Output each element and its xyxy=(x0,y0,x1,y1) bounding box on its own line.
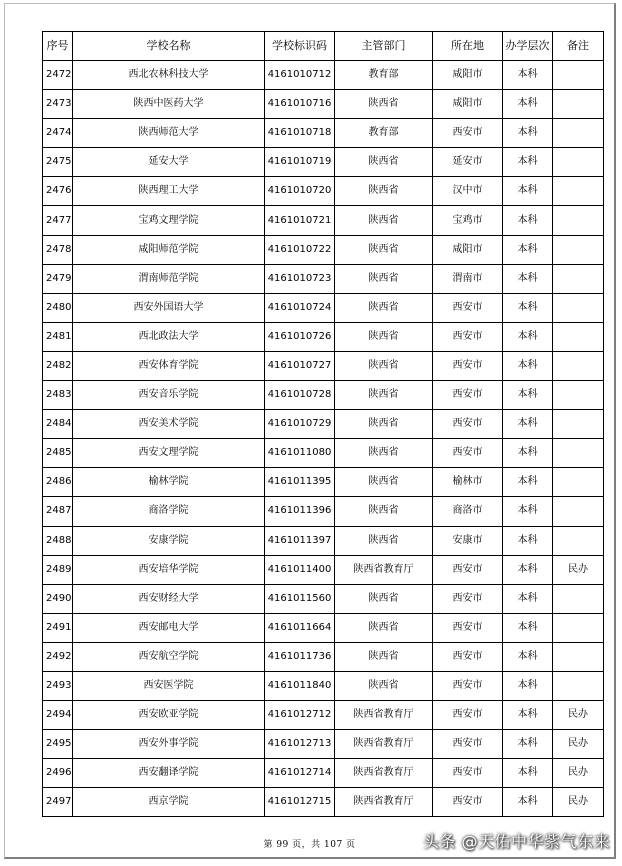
table-row xyxy=(43,584,604,613)
cell-school-code: 4161010726 xyxy=(265,322,335,351)
cell-remarks xyxy=(553,119,604,148)
cell-location: 西安市 xyxy=(433,759,503,788)
cell-location: 商洛市 xyxy=(433,497,503,526)
cell-level: 本科 xyxy=(503,381,553,410)
cell-remarks xyxy=(553,206,604,235)
cell-school-name: 西安财经大学 xyxy=(73,584,265,613)
table-row xyxy=(43,613,604,642)
cell-location: 西安市 xyxy=(433,410,503,439)
table-row xyxy=(43,468,604,497)
table-row xyxy=(43,642,604,671)
university-table xyxy=(42,31,604,817)
cell-index: 2480 xyxy=(43,293,73,322)
cell-department: 陕西省 xyxy=(335,497,433,526)
cell-location: 西安市 xyxy=(433,439,503,468)
cell-remarks xyxy=(553,264,604,293)
cell-location: 咸阳市 xyxy=(433,61,503,90)
table-row xyxy=(43,671,604,700)
table-row xyxy=(43,322,604,351)
cell-index: 2496 xyxy=(43,759,73,788)
header-school-code: 学校标识码 xyxy=(265,32,335,61)
cell-level: 本科 xyxy=(503,293,553,322)
cell-index: 2488 xyxy=(43,526,73,555)
cell-location: 汉中市 xyxy=(433,177,503,206)
cell-department: 陕西省 xyxy=(335,381,433,410)
cell-remarks xyxy=(553,584,604,613)
cell-school-code: 4161011080 xyxy=(265,439,335,468)
cell-remarks: 民办 xyxy=(553,730,604,759)
cell-department: 陕西省 xyxy=(335,671,433,700)
cell-index: 2474 xyxy=(43,119,73,148)
table-row xyxy=(43,264,604,293)
cell-school-code: 4161010728 xyxy=(265,381,335,410)
cell-remarks xyxy=(553,177,604,206)
cell-remarks xyxy=(553,410,604,439)
table-header-row xyxy=(43,32,604,61)
cell-department: 陕西省教育厅 xyxy=(335,788,433,817)
cell-school-name: 延安大学 xyxy=(73,148,265,177)
cell-school-code: 4161011736 xyxy=(265,642,335,671)
cell-level: 本科 xyxy=(503,439,553,468)
cell-remarks xyxy=(553,439,604,468)
cell-index: 2483 xyxy=(43,381,73,410)
cell-school-name: 西安音乐学院 xyxy=(73,381,265,410)
table-row xyxy=(43,439,604,468)
cell-index: 2479 xyxy=(43,264,73,293)
cell-level: 本科 xyxy=(503,613,553,642)
cell-school-code: 4161012715 xyxy=(265,788,335,817)
cell-remarks xyxy=(553,526,604,555)
cell-department: 陕西省 xyxy=(335,206,433,235)
cell-index: 2495 xyxy=(43,730,73,759)
cell-department: 陕西省 xyxy=(335,235,433,264)
cell-school-code: 4161010729 xyxy=(265,410,335,439)
cell-department: 陕西省 xyxy=(335,148,433,177)
cell-school-name: 陕西中医药大学 xyxy=(73,90,265,119)
table-row xyxy=(43,497,604,526)
cell-location: 西安市 xyxy=(433,322,503,351)
cell-level: 本科 xyxy=(503,410,553,439)
cell-school-name: 安康学院 xyxy=(73,526,265,555)
cell-school-name: 西安外国语大学 xyxy=(73,293,265,322)
cell-index: 2484 xyxy=(43,410,73,439)
cell-level: 本科 xyxy=(503,730,553,759)
cell-school-code: 4161011396 xyxy=(265,497,335,526)
cell-index: 2473 xyxy=(43,90,73,119)
cell-department: 陕西省 xyxy=(335,264,433,293)
cell-level: 本科 xyxy=(503,468,553,497)
cell-department: 陕西省 xyxy=(335,177,433,206)
cell-index: 2497 xyxy=(43,788,73,817)
cell-index: 2481 xyxy=(43,322,73,351)
table-row xyxy=(43,293,604,322)
cell-department: 陕西省教育厅 xyxy=(335,730,433,759)
cell-school-name: 西安美术学院 xyxy=(73,410,265,439)
cell-index: 2493 xyxy=(43,671,73,700)
cell-location: 安康市 xyxy=(433,526,503,555)
table-row xyxy=(43,206,604,235)
cell-school-name: 西安外事学院 xyxy=(73,730,265,759)
cell-level: 本科 xyxy=(503,264,553,293)
cell-department: 陕西省 xyxy=(335,439,433,468)
cell-remarks: 民办 xyxy=(553,555,604,584)
cell-school-code: 4161011395 xyxy=(265,468,335,497)
cell-school-code: 4161011560 xyxy=(265,584,335,613)
cell-level: 本科 xyxy=(503,788,553,817)
table-row xyxy=(43,119,604,148)
header-location: 所在地 xyxy=(433,32,503,61)
cell-school-code: 4161010720 xyxy=(265,177,335,206)
cell-school-name: 商洛学院 xyxy=(73,497,265,526)
cell-location: 西安市 xyxy=(433,119,503,148)
cell-level: 本科 xyxy=(503,555,553,584)
cell-school-name: 西安航空学院 xyxy=(73,642,265,671)
cell-level: 本科 xyxy=(503,642,553,671)
cell-school-name: 咸阳师范学院 xyxy=(73,235,265,264)
cell-department: 陕西省 xyxy=(335,322,433,351)
cell-school-name: 西北政法大学 xyxy=(73,322,265,351)
table-row xyxy=(43,148,604,177)
cell-location: 西安市 xyxy=(433,613,503,642)
cell-index: 2491 xyxy=(43,613,73,642)
cell-department: 教育部 xyxy=(335,61,433,90)
table-row xyxy=(43,701,604,730)
cell-school-name: 西安邮电大学 xyxy=(73,613,265,642)
cell-index: 2487 xyxy=(43,497,73,526)
cell-remarks: 民办 xyxy=(553,788,604,817)
cell-remarks xyxy=(553,381,604,410)
cell-school-code: 4161010724 xyxy=(265,293,335,322)
cell-index: 2492 xyxy=(43,642,73,671)
cell-remarks xyxy=(553,235,604,264)
cell-remarks: 民办 xyxy=(553,759,604,788)
cell-school-code: 4161010723 xyxy=(265,264,335,293)
header-level: 办学层次 xyxy=(503,32,553,61)
table-row xyxy=(43,177,604,206)
cell-index: 2489 xyxy=(43,555,73,584)
cell-school-name: 西安医学院 xyxy=(73,671,265,700)
page-number: 第 99 页，共 107 页 xyxy=(263,840,356,850)
cell-school-code: 4161010722 xyxy=(265,235,335,264)
table-row xyxy=(43,351,604,380)
cell-school-code: 4161010718 xyxy=(265,119,335,148)
cell-location: 西安市 xyxy=(433,351,503,380)
cell-location: 咸阳市 xyxy=(433,90,503,119)
cell-location: 西安市 xyxy=(433,584,503,613)
cell-location: 西安市 xyxy=(433,293,503,322)
cell-level: 本科 xyxy=(503,671,553,700)
cell-school-code: 4161011840 xyxy=(265,671,335,700)
cell-level: 本科 xyxy=(503,701,553,730)
header-index: 序号 xyxy=(43,32,73,61)
header-remarks: 备注 xyxy=(553,32,604,61)
table-row xyxy=(43,381,604,410)
header-school-name: 学校名称 xyxy=(73,32,265,61)
cell-school-name: 陕西师范大学 xyxy=(73,119,265,148)
cell-level: 本科 xyxy=(503,759,553,788)
cell-location: 西安市 xyxy=(433,381,503,410)
cell-school-name: 西安体育学院 xyxy=(73,351,265,380)
cell-department: 陕西省 xyxy=(335,90,433,119)
cell-school-name: 榆林学院 xyxy=(73,468,265,497)
cell-level: 本科 xyxy=(503,61,553,90)
cell-location: 西安市 xyxy=(433,671,503,700)
cell-department: 教育部 xyxy=(335,119,433,148)
cell-department: 陕西省 xyxy=(335,642,433,671)
cell-index: 2482 xyxy=(43,351,73,380)
cell-school-name: 宝鸡文理学院 xyxy=(73,206,265,235)
table-row xyxy=(43,235,604,264)
cell-level: 本科 xyxy=(503,584,553,613)
cell-school-name: 西北农林科技大学 xyxy=(73,61,265,90)
cell-level: 本科 xyxy=(503,235,553,264)
cell-remarks xyxy=(553,61,604,90)
cell-level: 本科 xyxy=(503,351,553,380)
cell-location: 榆林市 xyxy=(433,468,503,497)
cell-index: 2478 xyxy=(43,235,73,264)
table-row xyxy=(43,526,604,555)
cell-index: 2490 xyxy=(43,584,73,613)
cell-department: 陕西省 xyxy=(335,584,433,613)
table-row xyxy=(43,90,604,119)
cell-index: 2477 xyxy=(43,206,73,235)
cell-location: 西安市 xyxy=(433,642,503,671)
cell-level: 本科 xyxy=(503,177,553,206)
cell-school-name: 西安欧亚学院 xyxy=(73,701,265,730)
cell-school-name: 西安翻译学院 xyxy=(73,759,265,788)
cell-level: 本科 xyxy=(503,497,553,526)
cell-location: 咸阳市 xyxy=(433,235,503,264)
cell-location: 西安市 xyxy=(433,788,503,817)
cell-school-code: 4161012713 xyxy=(265,730,335,759)
cell-level: 本科 xyxy=(503,322,553,351)
cell-location: 西安市 xyxy=(433,555,503,584)
cell-level: 本科 xyxy=(503,206,553,235)
cell-index: 2472 xyxy=(43,61,73,90)
cell-school-code: 4161012714 xyxy=(265,759,335,788)
cell-school-name: 西安培华学院 xyxy=(73,555,265,584)
cell-level: 本科 xyxy=(503,526,553,555)
cell-level: 本科 xyxy=(503,148,553,177)
cell-index: 2485 xyxy=(43,439,73,468)
cell-remarks xyxy=(553,351,604,380)
header-department: 主管部门 xyxy=(335,32,433,61)
cell-department: 陕西省 xyxy=(335,468,433,497)
cell-department: 陕西省教育厅 xyxy=(335,555,433,584)
cell-level: 本科 xyxy=(503,90,553,119)
cell-school-code: 4161010721 xyxy=(265,206,335,235)
cell-remarks xyxy=(553,497,604,526)
cell-school-name: 西安文理学院 xyxy=(73,439,265,468)
table-body xyxy=(43,61,604,817)
cell-department: 陕西省 xyxy=(335,613,433,642)
cell-school-code: 4161010712 xyxy=(265,61,335,90)
cell-remarks xyxy=(553,293,604,322)
cell-location: 延安市 xyxy=(433,148,503,177)
cell-location: 渭南市 xyxy=(433,264,503,293)
cell-school-name: 西京学院 xyxy=(73,788,265,817)
table-row xyxy=(43,61,604,90)
cell-level: 本科 xyxy=(503,119,553,148)
cell-remarks xyxy=(553,322,604,351)
cell-remarks xyxy=(553,90,604,119)
cell-remarks: 民办 xyxy=(553,701,604,730)
cell-school-code: 4161011664 xyxy=(265,613,335,642)
cell-department: 陕西省教育厅 xyxy=(335,701,433,730)
cell-school-name: 陕西理工大学 xyxy=(73,177,265,206)
cell-department: 陕西省 xyxy=(335,526,433,555)
cell-remarks xyxy=(553,613,604,642)
cell-school-name: 渭南师范学院 xyxy=(73,264,265,293)
cell-school-code: 4161012712 xyxy=(265,701,335,730)
table-row xyxy=(43,730,604,759)
cell-school-code: 4161011400 xyxy=(265,555,335,584)
cell-remarks xyxy=(553,468,604,497)
cell-remarks xyxy=(553,671,604,700)
cell-remarks xyxy=(553,148,604,177)
watermark-text: 头条 @天佑中华紫气东来 xyxy=(422,832,610,851)
table-row xyxy=(43,410,604,439)
cell-location: 宝鸡市 xyxy=(433,206,503,235)
cell-index: 2494 xyxy=(43,701,73,730)
table-row xyxy=(43,759,604,788)
cell-remarks xyxy=(553,642,604,671)
cell-department: 陕西省 xyxy=(335,410,433,439)
cell-school-code: 4161011397 xyxy=(265,526,335,555)
table-row xyxy=(43,555,604,584)
cell-location: 西安市 xyxy=(433,701,503,730)
cell-index: 2486 xyxy=(43,468,73,497)
cell-school-code: 4161010719 xyxy=(265,148,335,177)
table-row xyxy=(43,788,604,817)
cell-location: 西安市 xyxy=(433,730,503,759)
cell-department: 陕西省教育厅 xyxy=(335,759,433,788)
cell-department: 陕西省 xyxy=(335,293,433,322)
cell-department: 陕西省 xyxy=(335,351,433,380)
document-page xyxy=(4,3,616,859)
cell-index: 2476 xyxy=(43,177,73,206)
cell-school-code: 4161010716 xyxy=(265,90,335,119)
cell-index: 2475 xyxy=(43,148,73,177)
cell-school-code: 4161010727 xyxy=(265,351,335,380)
